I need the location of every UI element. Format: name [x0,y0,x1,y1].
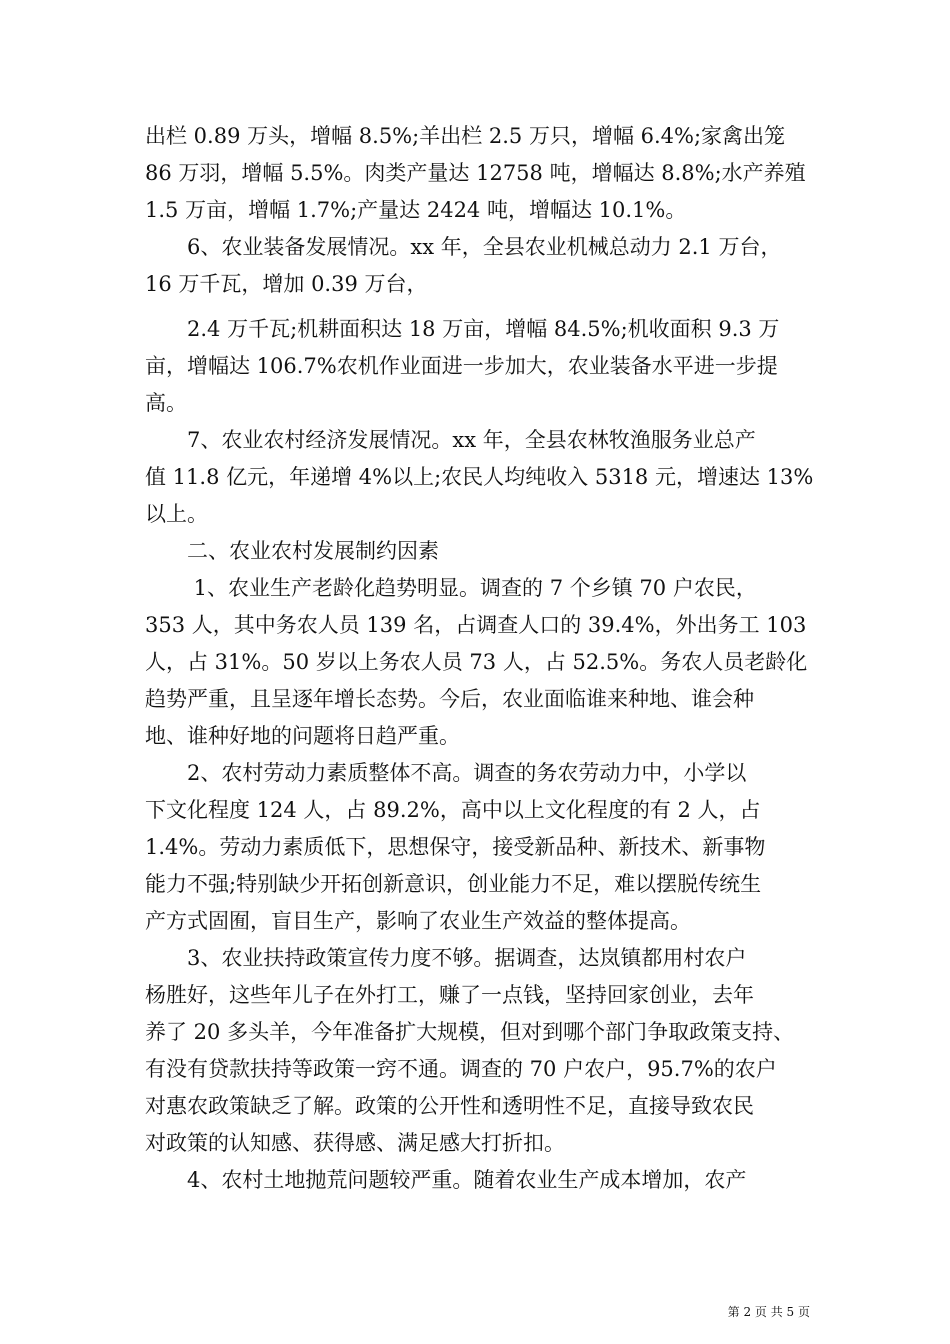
text-line: 1.4%。劳动力素质低下，思想保守，接受新品种、新技术、新事物 [145,835,766,859]
text-line: 2.4 万千瓦;机耕面积达 18 万亩，增幅 84.5%;机收面积 9.3 万 [145,317,780,341]
text-line: 对惠农政策缺乏了解。政策的公开性和透明性不足，直接导致农民 [145,1094,754,1118]
text-line: 353 人，其中务农人员 139 名，占调查人口的 39.4%，外出务工 103 [145,613,807,637]
text-line: 杨胜好，这些年儿子在外打工，赚了一点钱，坚持回家创业，去年 [145,983,754,1007]
text-line: 亩，增幅达 106.7%农机作业面进一步加大，农业装备水平进一步提 [145,354,778,378]
text-line: 对政策的认知感、获得感、满足感大打折扣。 [145,1131,565,1155]
text-line: 出栏 0.89 万头，增幅 8.5%;羊出栏 2.5 万只，增幅 6.4%;家禽出笼 [145,124,786,148]
text-line: 3、农业扶持政策宣传力度不够。据调查，达岚镇都用村农户 [145,946,747,970]
text-line: 以上。 [145,502,208,526]
text-line: 值 11.8 亿元，年递增 4%以上;农民人均纯收入 5318 元，增速达 13% [145,465,814,489]
text-line: 7、农业农村经济发展情况。xx 年，全县农林牧渔服务业总产 [145,428,756,452]
text-line: 86 万羽，增幅 5.5%。肉类产量达 12758 吨，增幅达 8.8%;水产养殖 [145,161,806,185]
text-line: 下文化程度 124 人，占 89.2%，高中以上文化程度的有 2 人，占 [145,798,761,822]
text-line: 高。 [145,391,187,415]
text-line: 1.5 万亩，增幅 1.7%;产量达 2424 吨，增幅达 10.1%。 [145,198,687,222]
text-line: 1、农业生产老龄化趋势明显。调查的 7 个乡镇 70 户农民， [145,576,757,600]
text-line: 4、农村土地抛荒问题较严重。随着农业生产成本增加，农产 [145,1168,747,1192]
text-line: 人，占 31%。50 岁以上务农人员 73 人，占 52.5%。务农人员老龄化 [145,650,808,674]
text-line: 产方式固囿，盲目生产，影响了农业生产效益的整体提高。 [145,909,691,933]
text-line: 6、农业装备发展情况。xx 年，全县农业机械总动力 2.1 万台， [145,235,782,259]
text-line: 二、农业农村发展制约因素 [145,539,439,563]
text-line: 16 万千瓦，增加 0.39 万台， [145,272,428,296]
body-text [145,118,825,1199]
text-line: 有没有贷款扶持等政策一窍不通。调查的 70 户农户，95.7%的农户 [145,1057,777,1081]
text-line: 能力不强;特别缺少开拓创新意识，创业能力不足，难以摆脱传统生 [145,872,762,896]
text-line: 趋势严重，且呈逐年增长态势。今后，农业面临谁来种地、谁会种 [145,687,754,711]
text-line: 2、农村劳动力素质整体不高。调查的务农劳动力中，小学以 [145,761,747,785]
text-line: 地、谁种好地的问题将日趋严重。 [145,724,460,748]
paragraph-gap [145,303,825,311]
page-number-footer: 第 2 页 共 5 页 [727,1305,810,1319]
text-line: 养了 20 多头羊，今年准备扩大规模，但对到哪个部门争取政策支持、 [145,1020,795,1044]
